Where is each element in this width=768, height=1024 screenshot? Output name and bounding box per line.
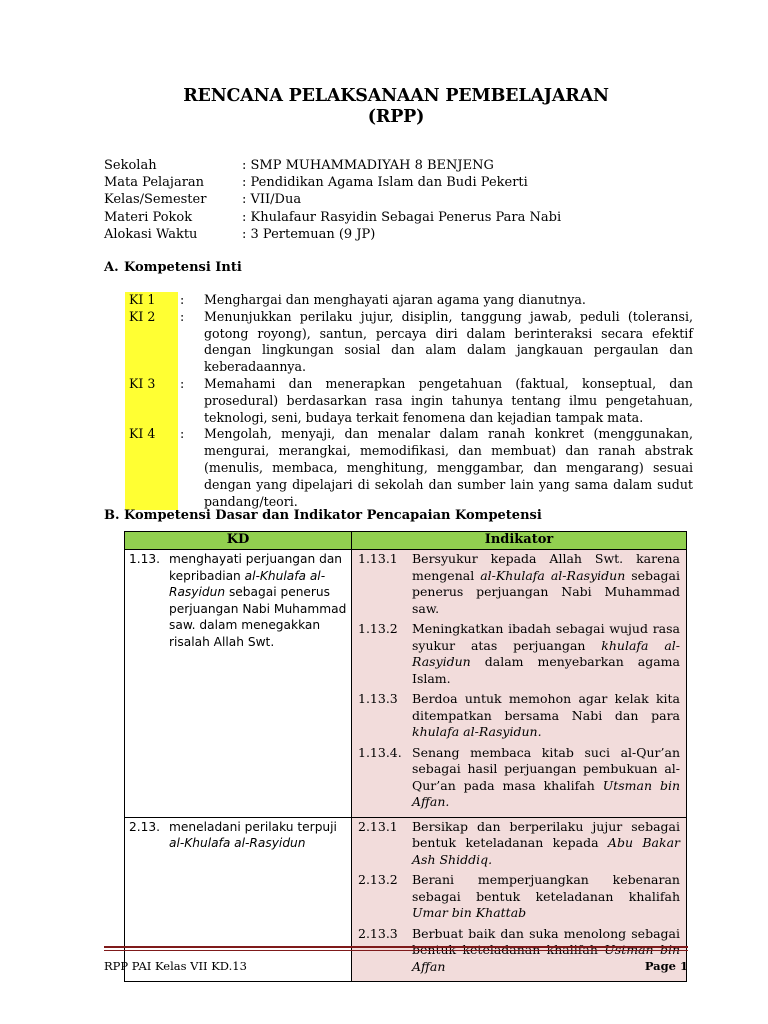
document-title: RENCANA PELAKSANAAN PEMBELAJARAN <box>183 86 609 106</box>
table-row <box>125 550 687 818</box>
indicator-item <box>358 621 680 687</box>
identity-row <box>104 209 561 226</box>
section-heading-b <box>104 508 542 523</box>
section-heading-a <box>104 260 242 275</box>
identity-value: : SMP MUHAMMADIYAH 8 BENJENG <box>242 158 494 173</box>
indicator-item <box>358 551 680 617</box>
indikator-cell <box>352 550 687 818</box>
kd-indikator-table <box>124 531 687 982</box>
kd-cell <box>125 550 352 818</box>
footer-rule-thin <box>104 950 688 951</box>
indicator-number: 2.13.3 <box>358 925 398 941</box>
identity-label: Kelas/Semester <box>104 192 207 208</box>
identity-row <box>104 157 561 174</box>
identity-row <box>104 191 561 208</box>
indicator-text-italic: Utsman bin Affan. <box>412 777 680 809</box>
ki-label: KI 2 <box>125 309 178 376</box>
identity-table <box>104 157 561 243</box>
indicator-number: 1.13.2 <box>358 621 398 636</box>
identity-row <box>104 174 561 191</box>
identity-label: Materi Pokok <box>104 209 193 225</box>
ki-label: KI 1 <box>125 292 178 309</box>
identity-value: : Pendidikan Agama Islam dan Budi Pekerti <box>242 175 528 191</box>
indicator-text-italic: khulafa al-Rasyidun <box>412 637 680 669</box>
identity-label: Sekolah <box>104 158 157 173</box>
indicator-text-italic: Affan <box>412 958 446 974</box>
ki-label: KI 4 <box>125 426 178 510</box>
ki-text: Memahami dan menerapkan pengetahuan (faktual, konseptual, dan prosedural) berdasarkan rasa ingin tahunya tentang ilmu pengetahuan, teknologi, seni, budaya terkait fenomena dan kejadian tampak mata. <box>204 375 693 425</box>
table-row <box>125 817 687 982</box>
table-header-row <box>125 532 687 550</box>
ki-colon: : <box>180 308 185 324</box>
indicator-text-part: Berbuat baik dan suka menolong sebagai <box>412 925 680 941</box>
ki-label: KI 3 <box>125 376 178 426</box>
column-header-indikator: Indikator <box>352 532 687 550</box>
kd-text-part: menghayati perjuangan dan kepribadian <box>169 552 343 583</box>
indicator-text-italic: Umar bin Khattab <box>412 905 527 920</box>
kd-text-part: meneladani perilaku terpuji <box>169 819 337 834</box>
footer-rule-thick <box>104 946 688 948</box>
indicator-text-part: Bersikap dan berperilaku jujur sebagai bentuk keteladanan kepada <box>412 818 680 850</box>
kd-text-italic: al-Khulafa al-Rasyidun <box>169 568 326 599</box>
indicator-number: 2.13.1 <box>358 818 398 834</box>
footer-document-label: RPP PAI Kelas VII KD.13 <box>104 959 247 973</box>
column-header-kd: KD <box>125 532 352 550</box>
ki-colon: : <box>180 375 185 391</box>
indicator-text-italic: khulafa al-Rasyidun. <box>412 724 542 739</box>
indikator-cell <box>352 817 687 982</box>
footer-page-number: Page 1 <box>644 959 688 973</box>
kd-number: 1.13. <box>129 552 161 566</box>
kd-number: 2.13. <box>129 819 161 834</box>
indicator-number: 1.13.4. <box>358 744 402 760</box>
indicator-item <box>358 819 680 869</box>
identity-label: Alokasi Waktu <box>104 226 198 242</box>
section-letter: B. <box>104 508 120 523</box>
kd-cell <box>125 817 352 982</box>
indicator-item <box>358 745 680 811</box>
section-title: Kompetensi Inti <box>124 260 242 275</box>
identity-value: : VII/Dua <box>242 192 302 208</box>
indicator-number: 1.13.3 <box>358 691 398 706</box>
identity-label: Mata Pelajaran <box>104 175 205 191</box>
indicator-text-part: Senang membaca kitab suci al-Qur’an sebagai hasil perjuangan pembukuan al-Qur’an pada masa khalifah <box>412 744 680 793</box>
indicator-item <box>358 872 680 922</box>
ki-row <box>125 426 693 510</box>
ki-text: Menunjukkan perilaku jujur, disiplin, tanggung jawab, peduli (toleransi, gotong royong), santun, percaya diri dalam berinteraksi secara efektif dengan lingkungan sosial dan alam dalam jangkauan pergaulan dan keberadaannya. <box>204 308 693 375</box>
kd-text-part: sebagai penerus perjuangan Nabi Muhammad saw. dalam menegakkan risalah Allah Swt. <box>169 585 347 649</box>
identity-value: : Khulafaur Rasyidin Sebagai Penerus Para Nabi <box>242 209 562 225</box>
section-letter: A. <box>104 260 119 275</box>
ki-colon: : <box>180 292 185 307</box>
identity-value: : 3 Pertemuan (9 JP) <box>242 226 376 242</box>
indicator-number: 2.13.2 <box>358 872 398 887</box>
indicator-text-part: dalam menyebarkan agama Islam. <box>412 654 680 686</box>
indicator-text-part: sebagai penerus perjuangan Nabi Muhammad saw. <box>412 567 680 616</box>
kd-text-italic: al-Khulafa al-Rasyidun <box>169 836 306 850</box>
indicator-item <box>358 691 680 741</box>
kompetensi-inti-list <box>125 292 693 510</box>
document-subtitle: (RPP) <box>367 107 425 127</box>
indicator-number: 1.13.1 <box>358 551 398 566</box>
identity-row <box>104 226 561 243</box>
ki-row <box>125 309 693 376</box>
ki-row <box>125 376 693 426</box>
indicator-text-part: Meningkatkan ibadah sebagai wujud rasa syukur atas perjuangan <box>412 621 680 653</box>
ki-row <box>125 292 693 309</box>
ki-colon: : <box>180 426 185 442</box>
indicator-text-part: Berani memperjuangkan kebenaran sebagai bentuk keteladanan khalifah <box>412 872 680 904</box>
indicator-text-italic: Abu Bakar Ash Shiddiq. <box>412 835 681 867</box>
indicator-text-part: Bersyukur kepada Allah Swt. karena mengenal <box>412 551 680 583</box>
section-title: Kompetensi Dasar dan Indikator Pencapaian Kompetensi <box>124 508 542 523</box>
ki-text: Mengolah, menyaji, dan menalar dalam ranah konkret (menggunakan, mengurai, merangkai, memodifikasi, dan membuat) dan ranah abstrak (menulis, membaca, menghitung, menggambar, dan mengarang) sesuai dengan yang dipelajari di sekolah dan sumber lain yang sama dalam sudut pandang/teori. <box>204 426 693 509</box>
indicator-text-part: Berdoa untuk memohon agar kelak kita ditempatkan bersama Nabi dan para <box>412 691 680 723</box>
indicator-text-italic: al-Khulafa al-Rasyidun <box>480 567 626 583</box>
ki-text: Menghargai dan menghayati ajaran agama yang dianutnya. <box>204 292 586 307</box>
